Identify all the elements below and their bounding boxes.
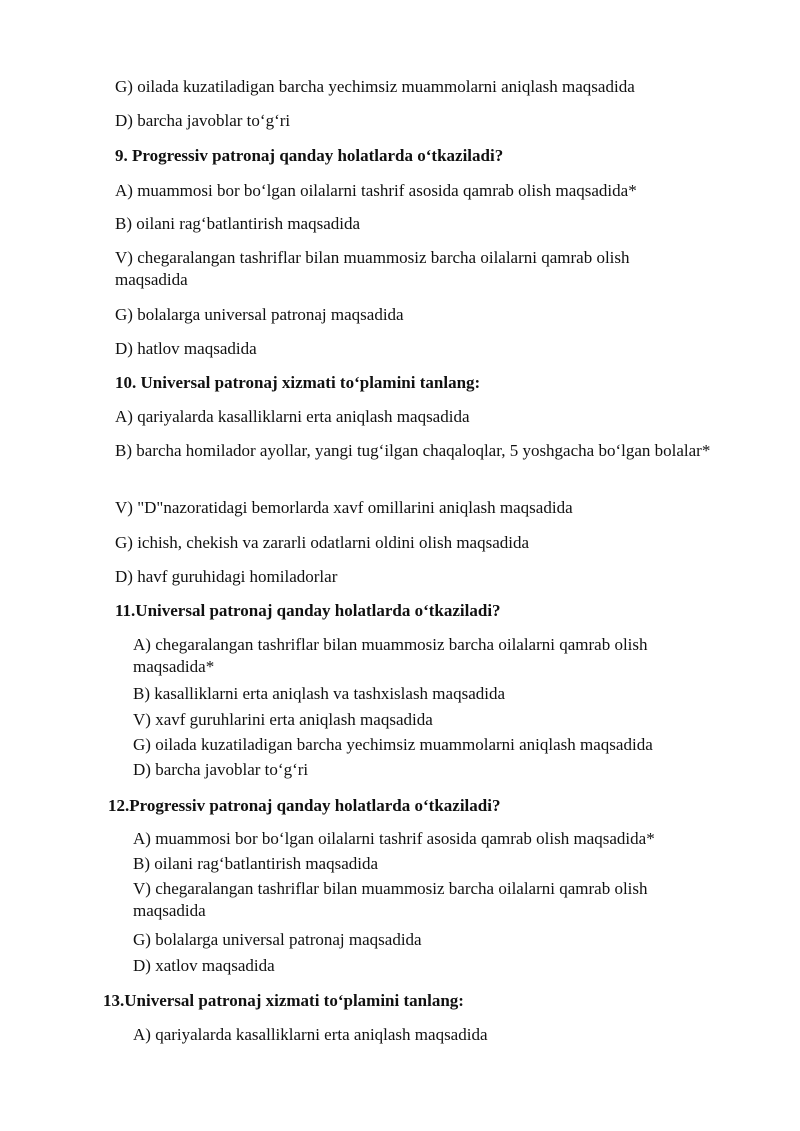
question-13-title: 13.Universal patronaj xizmati to‘plamini tanlang:	[103, 991, 464, 1010]
question-11-option-g: G) oilada kuzatiladigan barcha yechimsiz muammolarni aniqlash maqsadida	[133, 735, 653, 754]
question-9-option-d: D) hatlov maqsadida	[115, 339, 257, 358]
question-12-option-g: G) bolalarga universal patronaj maqsadida	[133, 930, 422, 949]
question-12-title: 12.Progressiv patronaj qanday holatlarda o‘tkaziladi?	[108, 796, 501, 815]
question-9-title: 9. Progressiv patronaj qanday holatlarda o‘tkaziladi?	[115, 146, 504, 165]
question-9-option-v: V) chegaralangan tashriflar bilan muammosiz barcha oilalarni qamrab olish maqsadida	[115, 248, 630, 289]
question-10-title: 10. Universal patronaj xizmati to‘plamini tanlang:	[115, 373, 481, 392]
question-10-option-v: V) "D"nazoratidagi bemorlarda xavf omillarini aniqlash maqsadida	[115, 498, 573, 517]
question-10-option-b: B) barcha homilador ayollar, yangi tug‘ilgan chaqaloqlar, 5 yoshgacha bo‘lgan bolalar*	[115, 441, 711, 460]
question-13-option-a: A) qariyalarda kasalliklarni erta aniqlash maqsadida	[133, 1025, 488, 1044]
question-11-option-d: D) barcha javoblar to‘g‘ri	[133, 760, 309, 779]
question-10-option-a: A) qariyalarda kasalliklarni erta aniqlash maqsadida	[115, 407, 470, 426]
question-10-option-g: G) ichish, chekish va zararli odatlarni oldini olish maqsadida	[115, 533, 530, 552]
question-12-option-b: B) oilani rag‘batlantirish maqsadida	[133, 854, 379, 873]
question-9-option-b: B) oilani rag‘batlantirish maqsadida	[115, 214, 361, 233]
question-12-option-d: D) xatlov maqsadida	[133, 956, 275, 975]
question-11-title: 11.Universal patronaj qanday holatlarda o‘tkaziladi?	[115, 601, 501, 620]
question-11-option-b: B) kasalliklarni erta aniqlash va tashxislash maqsadida	[133, 684, 506, 703]
option-g: G) oilada kuzatiladigan barcha yechimsiz muammolarni aniqlash maqsadida	[115, 77, 635, 96]
option-d: D) barcha javoblar to‘g‘ri	[115, 111, 291, 130]
question-11-option-a: A) chegaralangan tashriflar bilan muammosiz barcha oilalarni qamrab olish maqsadida*	[133, 635, 648, 676]
question-12-option-v: V) chegaralangan tashriflar bilan muammosiz barcha oilalarni qamrab olish maqsadida	[133, 879, 648, 920]
question-10-option-d: D) havf guruhidagi homiladorlar	[115, 567, 338, 586]
question-9-option-a: A) muammosi bor bo‘lgan oilalarni tashrif asosida qamrab olish maqsadida*	[115, 181, 637, 200]
question-11-option-v: V) xavf guruhlarini erta aniqlash maqsadida	[133, 710, 433, 729]
question-12-option-a: A) muammosi bor bo‘lgan oilalarni tashrif asosida qamrab olish maqsadida*	[133, 829, 655, 848]
question-9-option-g: G) bolalarga universal patronaj maqsadida	[115, 305, 404, 324]
